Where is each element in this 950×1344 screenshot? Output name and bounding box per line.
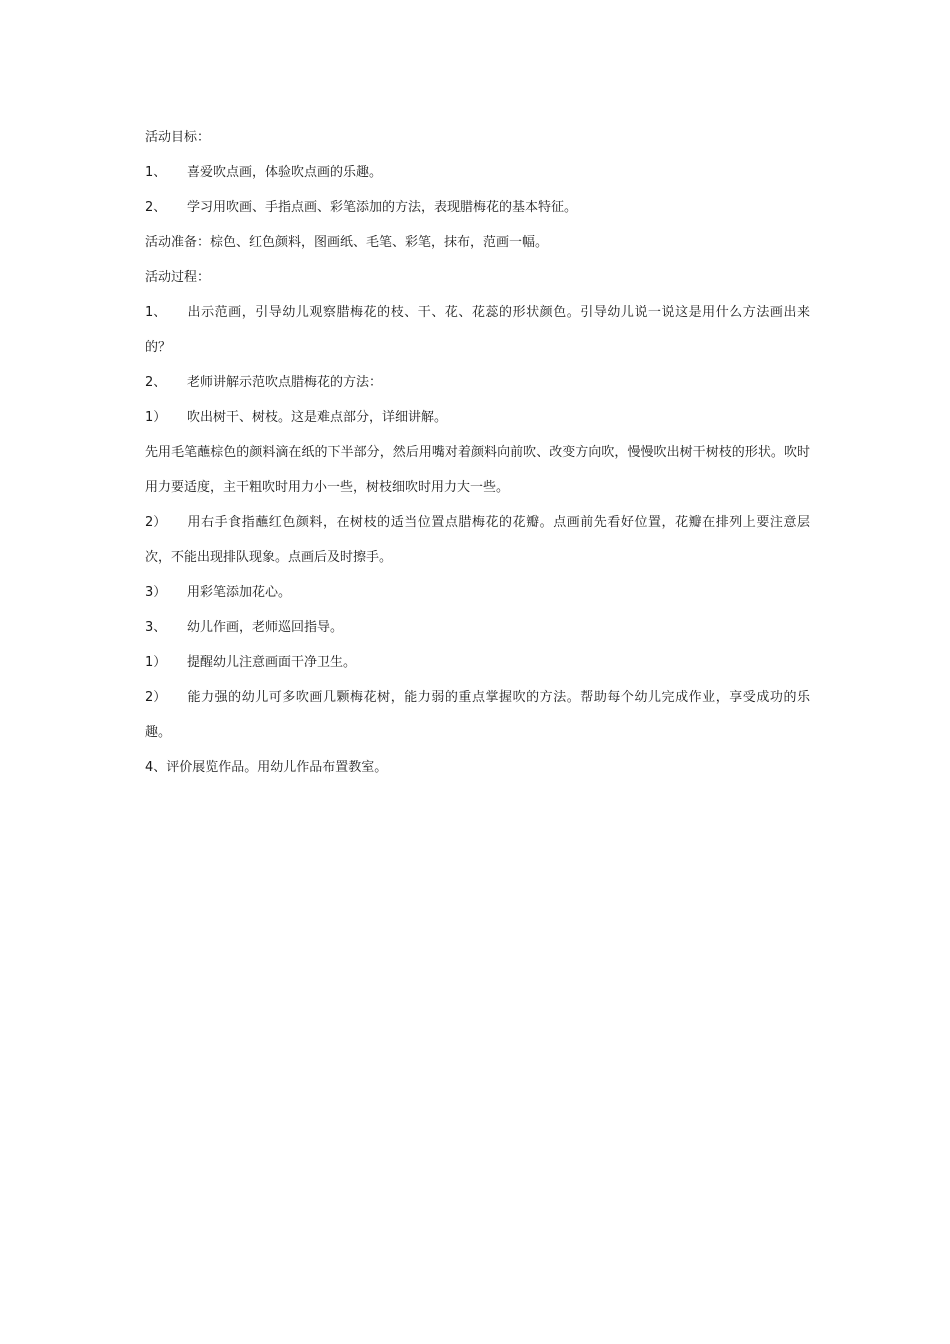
step-2-1-number: 1） [145,410,167,425]
goal-1-number: 1、 [145,165,167,180]
step-2-number: 2、 [145,375,167,390]
goal-1-text: 喜爱吹点画，体验吹点画的乐趣。 [187,165,383,180]
step-2 [145,365,810,400]
step-3-1-text: 提醒幼儿注意画面干净卫生。 [187,655,357,670]
step-2-3 [145,575,810,610]
step-2-2 [145,505,810,575]
goal-2 [145,190,810,225]
step-2-text: 老师讲解示范吹点腊梅花的方法： [187,375,383,390]
goal-2-text: 学习用吹画、手指点画、彩笔添加的方法，表现腊梅花的基本特征。 [187,200,578,215]
step-3-2 [145,680,810,750]
step-1-number: 1、 [145,305,167,320]
step-2-1 [145,400,810,435]
step-4: 4、评价展览作品。用幼儿作品布置教室。 [145,760,388,775]
document-body [145,120,810,785]
step-2-2-text: 用右手食指蘸红色颜料，在树枝的适当位置点腊梅花的花瓣。点画前先看好位置，花瓣在排列上要注意层次，不能出现排队现象。点画后及时擦手。 [145,515,810,565]
step-3-2-text: 能力强的幼儿可多吹画几颗梅花树，能力弱的重点掌握吹的方法。帮助每个幼儿完成作业，享受成功的乐趣。 [145,690,810,740]
step-3-1 [145,645,810,680]
step-3-text: 幼儿作画，老师巡回指导。 [187,620,344,635]
step-3-2-number: 2） [145,690,167,705]
step-3-number: 3、 [145,620,167,635]
goals-heading: 活动目标： [145,130,211,145]
goal-1 [145,155,810,190]
step-2-3-number: 3） [145,585,167,600]
step-3 [145,610,810,645]
step-3-1-number: 1） [145,655,167,670]
step-2-2-number: 2） [145,515,167,530]
process-heading: 活动过程： [145,270,211,285]
step-2-3-text: 用彩笔添加花心。 [187,585,292,600]
step-2-1-detail: 先用毛笔蘸棕色的颜料滴在纸的下半部分，然后用嘴对着颜料向前吹、改变方向吹，慢慢吹出树干树枝的形状。吹时用力要适度，主干粗吹时用力小一些，树枝细吹时用力大一些。 [145,445,810,495]
preparation: 活动准备：棕色、红色颜料，图画纸、毛笔、彩笔，抹布，范画一幅。 [145,235,549,250]
step-1 [145,295,810,365]
step-2-1-text: 吹出树干、树枝。这是难点部分，详细讲解。 [187,410,448,425]
step-1-text: 出示范画，引导幼儿观察腊梅花的枝、干、花、花蕊的形状颜色。引导幼儿说一说这是用什么方法画出来的？ [145,305,810,355]
goal-2-number: 2、 [145,200,167,215]
